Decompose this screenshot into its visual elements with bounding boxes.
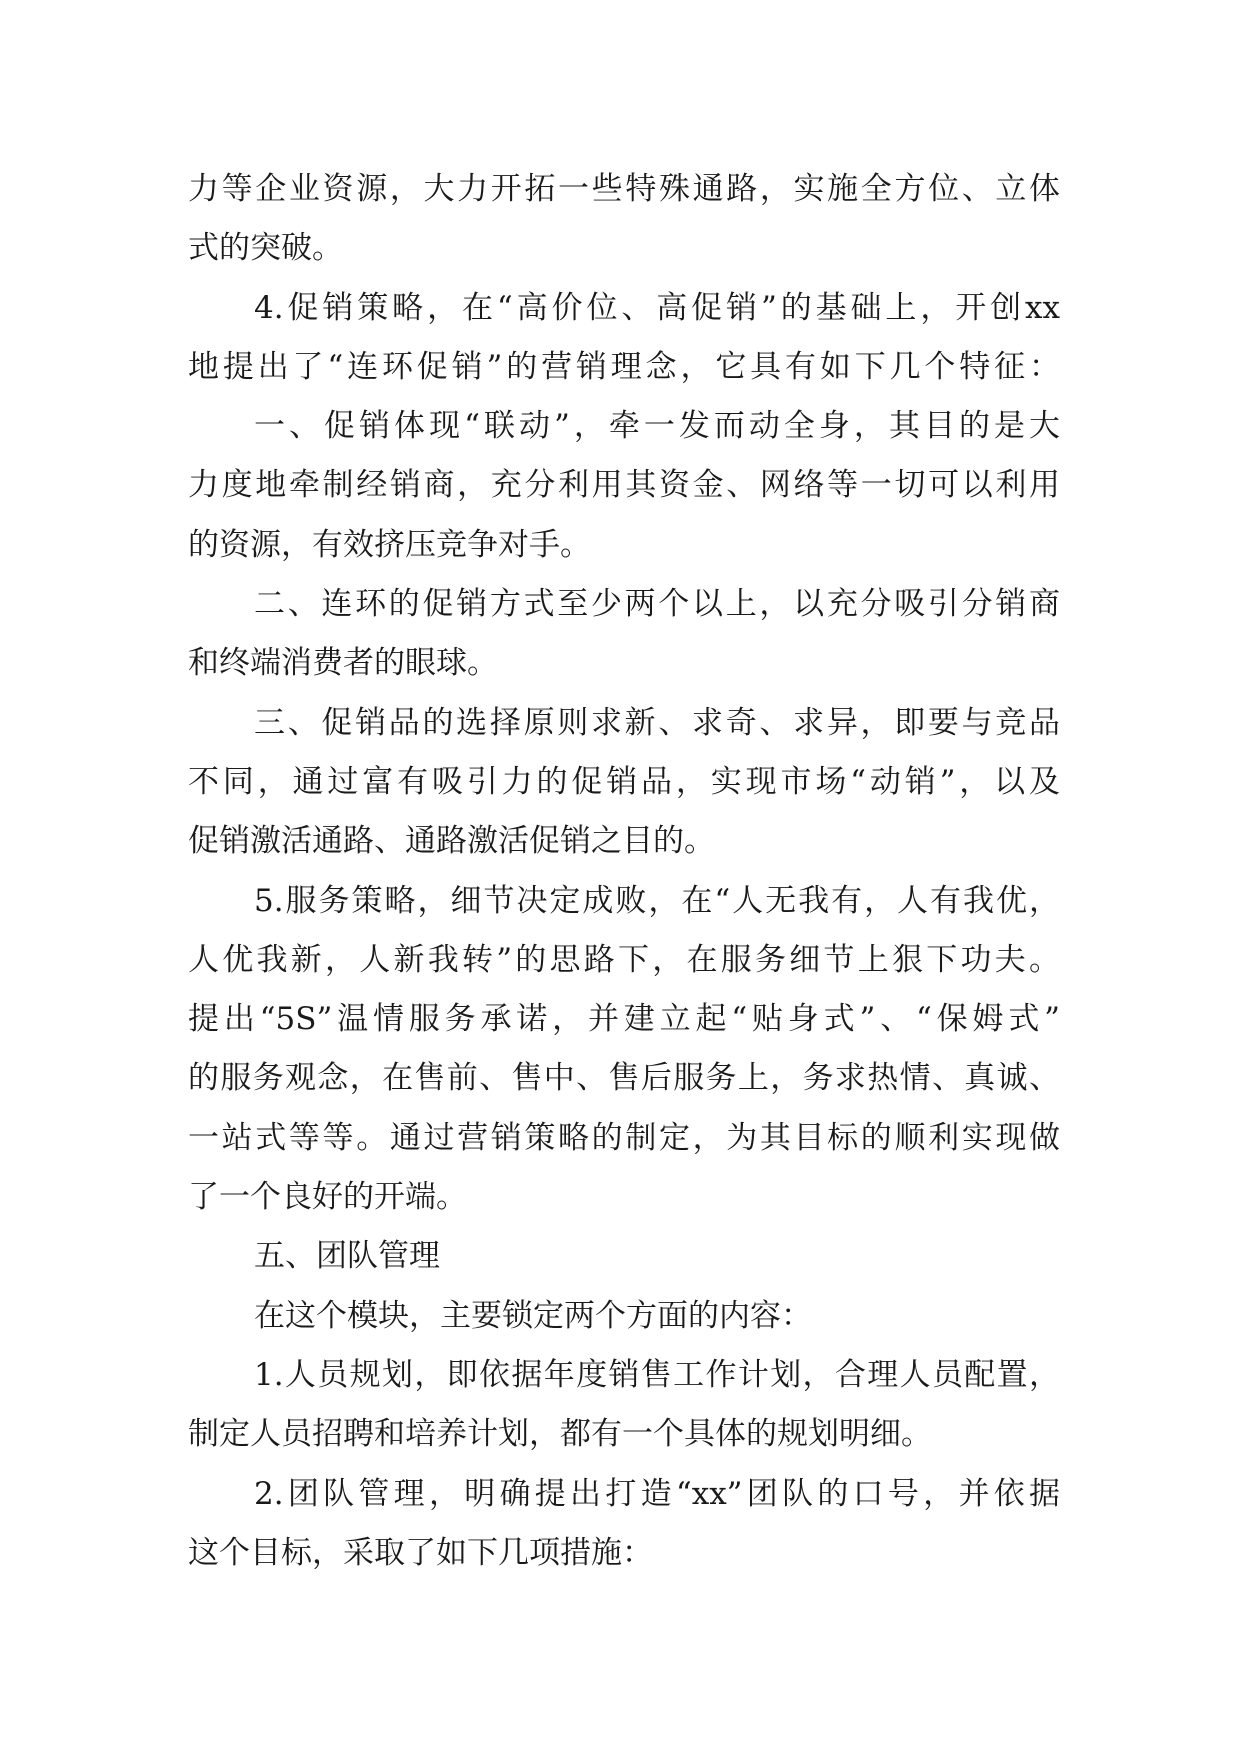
paragraph-start-line: 5.服务策略，细节决定成败，在“人无我有，人有我优， (254, 882, 1060, 919)
document-body (188, 160, 1060, 1583)
paragraph-start-line: 4.促销策略，在“高价位、高促销”的基础上，开创xx (254, 289, 1060, 326)
text-line: 一站式等等。通过营销策略的制定，为其目标的顺利实现做 (188, 1119, 1060, 1156)
text-line: 制定人员招聘和培养计划，都有一个具体的规划明细。 (188, 1416, 932, 1453)
text-line: 提出“5S”温情服务承诺，并建立起“贴身式”、“保姆式” (188, 1001, 1060, 1038)
text-line: 人优我新，人新我转”的思路下，在服务细节上狠下功夫。 (188, 941, 1060, 978)
text-line: 式的突破。 (188, 230, 343, 267)
paragraph-start-line: 2.团队管理，明确提出打造“xx”团队的口号，并依据 (254, 1475, 1060, 1512)
text-line: 不同，通过富有吸引力的促销品，实现市场“动销”，以及 (188, 763, 1060, 800)
paragraph-start-line: 1.人员规划，即依据年度销售工作计划，合理人员配置， (254, 1356, 1060, 1393)
section-heading: 五、团队管理 (254, 1238, 440, 1275)
text-line: 了一个良好的开端。 (188, 1179, 467, 1216)
text-line: 地提出了“连环促销”的营销理念，它具有如下几个特征： (188, 348, 1060, 385)
text-line: 和终端消费者的眼球。 (188, 645, 498, 682)
text-line: 的资源，有效挤压竞争对手。 (188, 526, 591, 563)
text-line: 力度地牵制经销商，充分利用其资金、网络等一切可以利用 (188, 467, 1060, 504)
paragraph-start-line: 在这个模块，主要锁定两个方面的内容： (254, 1297, 812, 1334)
text-line: 促销激活通路、通路激活促销之目的。 (188, 823, 715, 860)
paragraph-start-line: 二、连环的促销方式至少两个以上，以充分吸引分销商 (254, 586, 1060, 623)
paragraph-start-line: 三、促销品的选择原则求新、求奇、求异，即要与竞品 (254, 704, 1060, 741)
paragraph-start-line: 一、促销体现“联动”，牵一发而动全身，其目的是大 (254, 408, 1060, 445)
text-line: 这个目标，采取了如下几项措施： (188, 1534, 653, 1571)
text-line: 的服务观念，在售前、售中、售后服务上，务求热情、真诚、 (188, 1060, 1060, 1097)
text-line: 力等企业资源，大力开拓一些特殊通路，实施全方位、立体 (188, 171, 1060, 207)
